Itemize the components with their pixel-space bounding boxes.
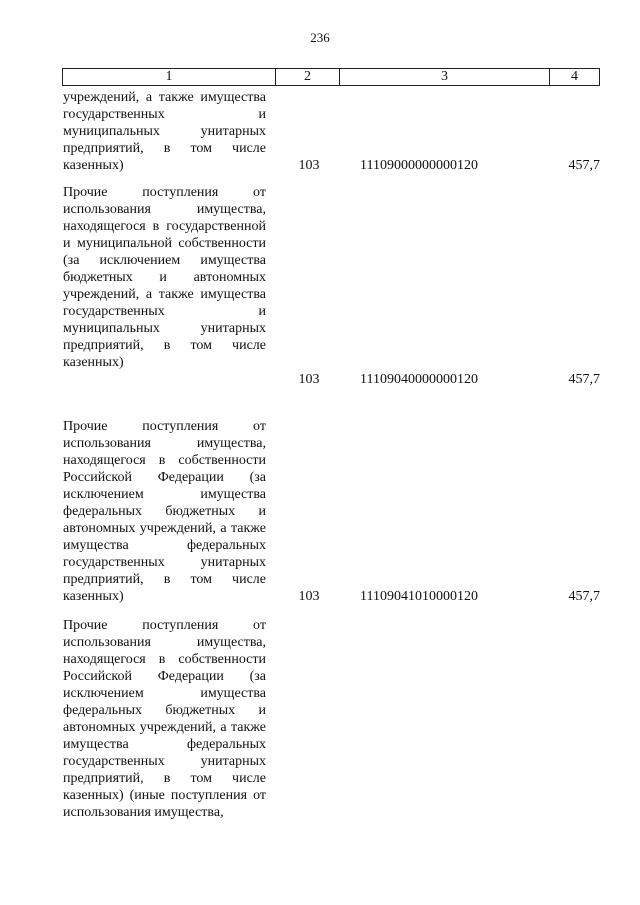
header-col-3: 3 (340, 69, 550, 85)
header-col-2: 2 (276, 69, 340, 85)
row-description: Прочие поступления от использования имущества, находящегося в собственности Российской Федерации (за исключением имущества федеральных бюджетных и автономных учреждений, а также имущества федеральных государственных унитарных предприятий, в том числе казенных) (63, 419, 266, 604)
row-kbk: 11109000000000120 (360, 158, 478, 173)
row-code: 103 (298, 372, 320, 387)
row-code: 103 (298, 589, 320, 604)
row-amount: 457,7 (568, 372, 600, 387)
row-description: учреждений, а также имущества государственных и муниципальных унитарных предприятий, в том числе казенных) (63, 90, 266, 173)
row-description: Прочие поступления от использования имущества, находящегося в собственности Российской Федерации (за исключением имущества федеральных бюджетных и автономных учреждений, а также имущества федеральных государственных унитарных предприятий, в том числе казенных) (иные поступления от использования имущества, (63, 618, 266, 820)
row-code: 103 (298, 158, 320, 173)
header-col-4: 4 (571, 69, 578, 84)
row-amount: 457,7 (568, 158, 600, 173)
table-header (62, 68, 600, 86)
row-description: Прочие поступления от использования имущества, находящегося в государственной и муниципальной собственности (за исключением имущества бюджетных и автономных учреждений, а также имущества государственных и муниципальных унитарных предприятий, в том числе казенных) (63, 185, 266, 370)
page-number: 236 (310, 30, 330, 45)
header-col-1: 1 (63, 69, 276, 85)
row-kbk: 11109041010000120 (360, 589, 478, 604)
row-amount: 457,7 (568, 589, 600, 604)
row-kbk: 11109040000000120 (360, 372, 478, 387)
